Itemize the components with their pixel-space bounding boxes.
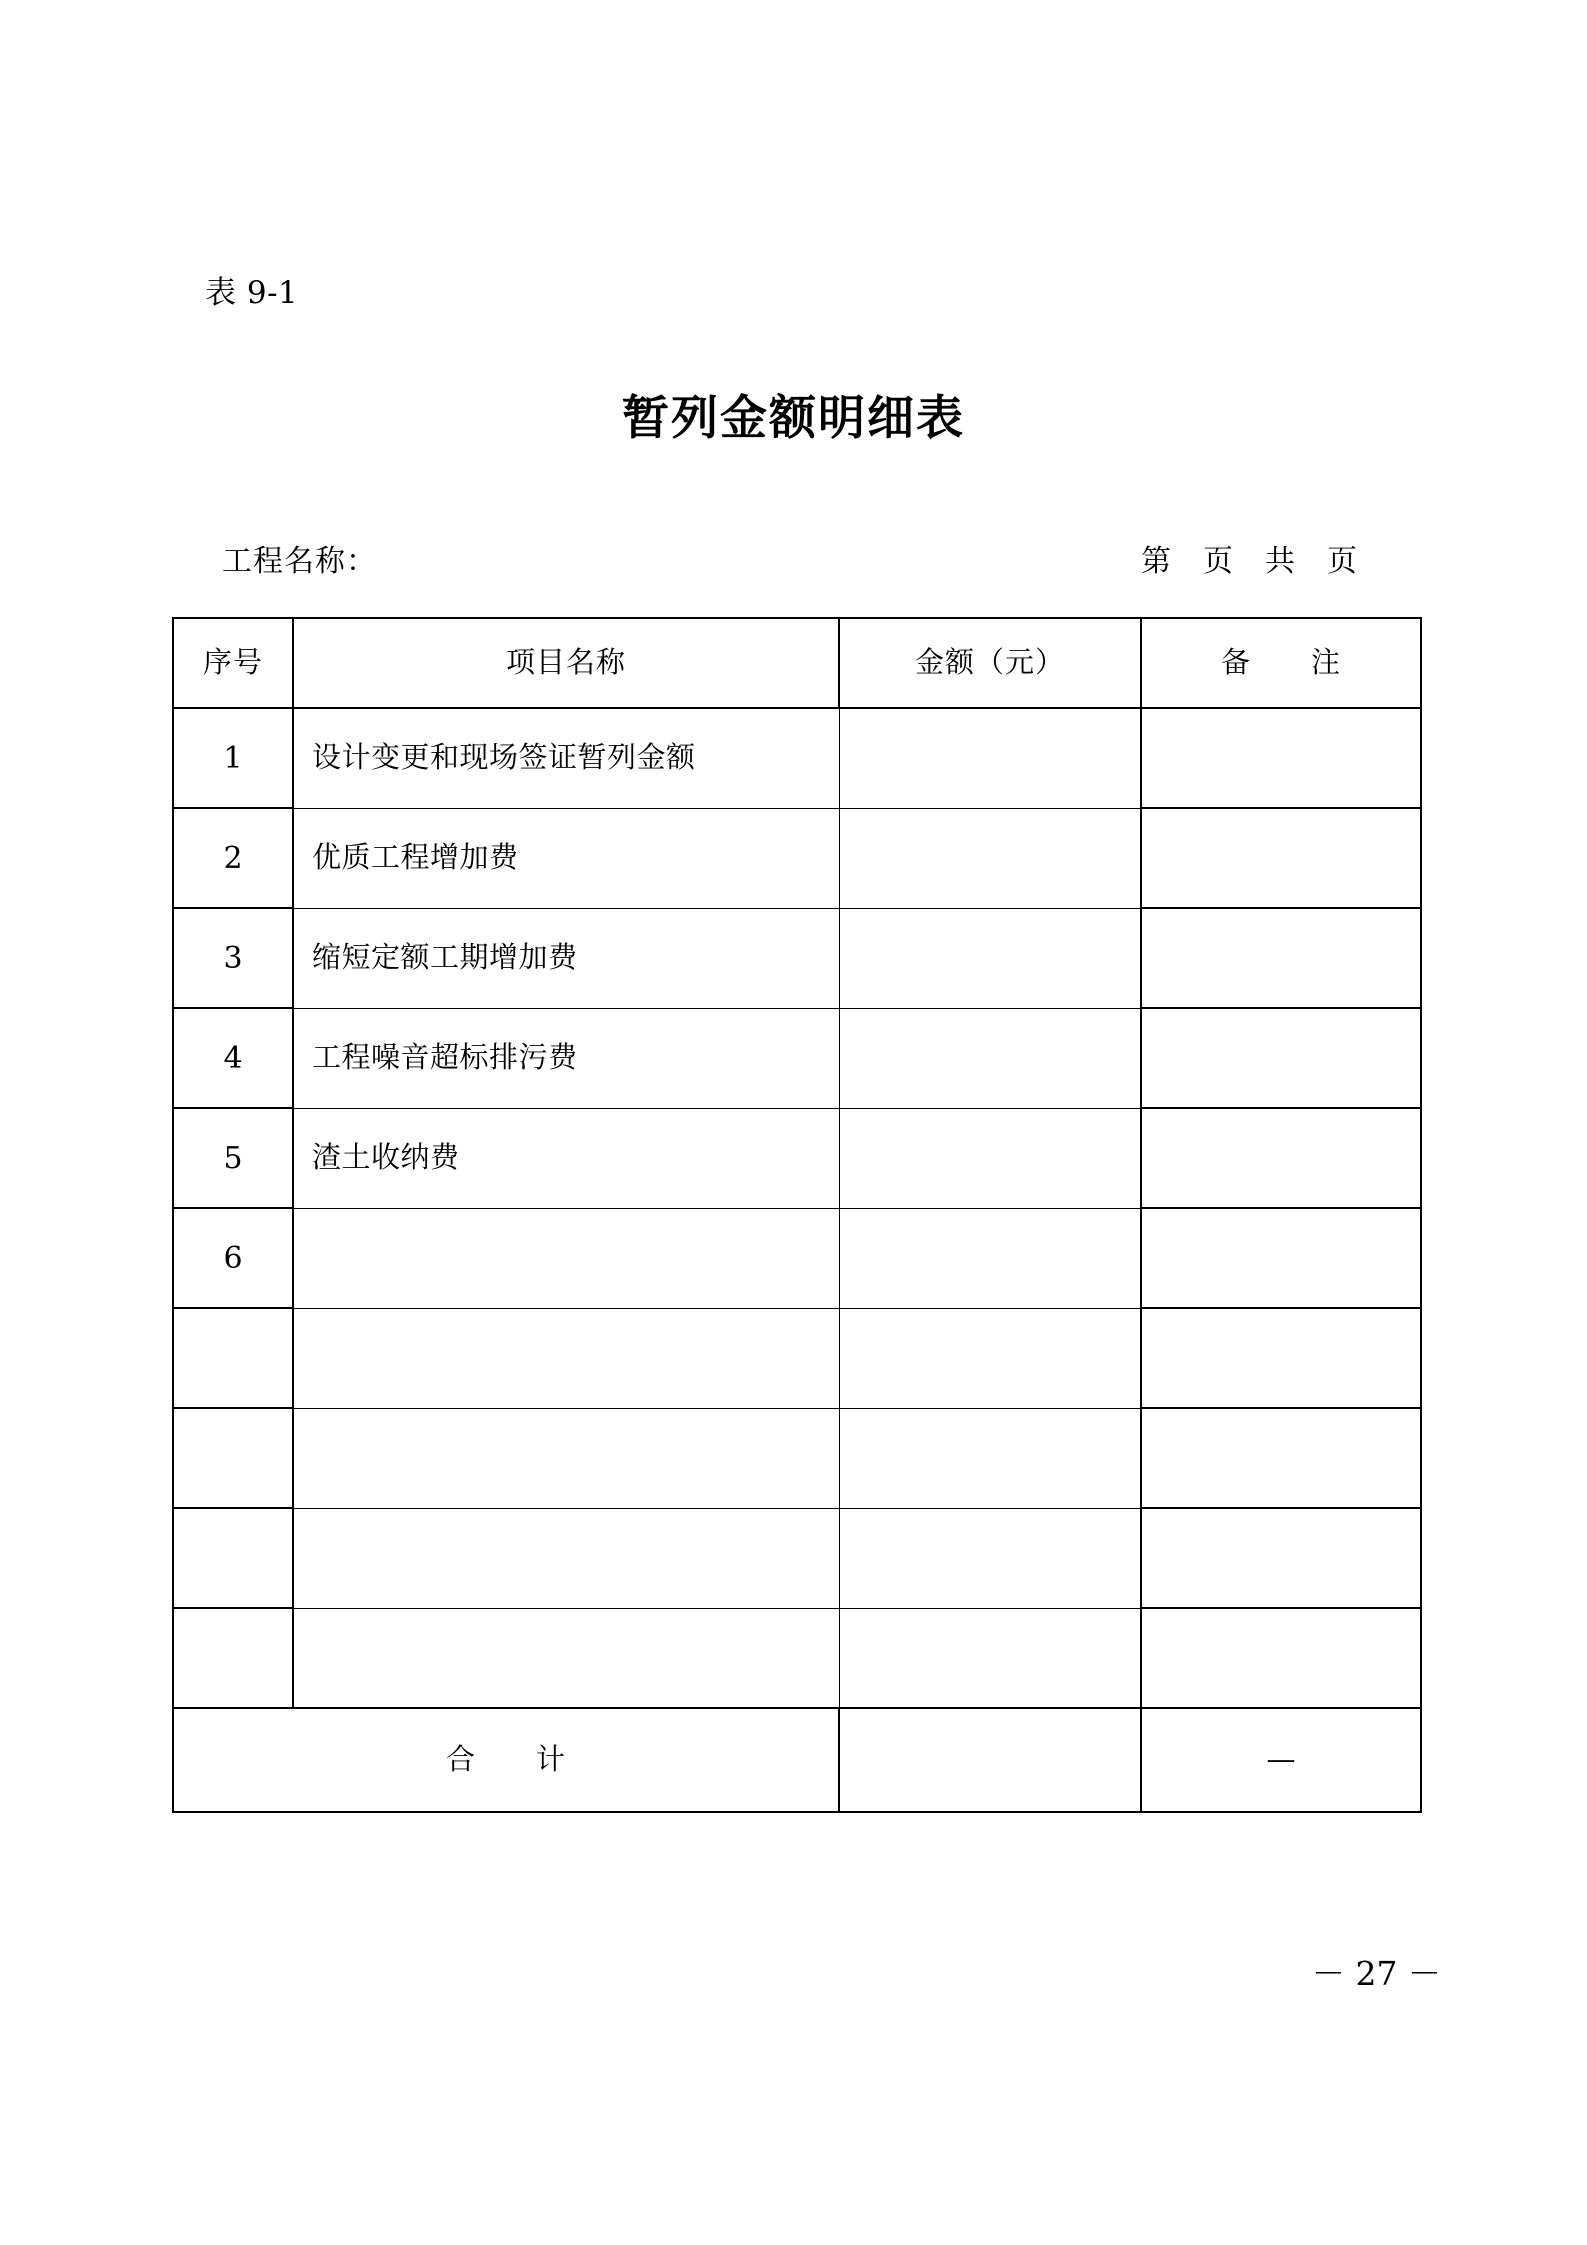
table-row	[173, 1008, 1421, 1108]
table-row	[173, 1108, 1421, 1208]
table-row	[173, 808, 1421, 908]
row-amount-cell[interactable]	[839, 1608, 1141, 1708]
table-row	[173, 908, 1421, 1008]
row-amount-cell[interactable]	[839, 1108, 1141, 1208]
row-name-cell[interactable]	[293, 1208, 839, 1308]
row-amount-cell[interactable]	[839, 708, 1141, 808]
row-remark-cell[interactable]	[1141, 1608, 1421, 1708]
row-amount-cell[interactable]	[839, 1508, 1141, 1608]
row-amount-cell[interactable]	[839, 1308, 1141, 1408]
row-index-cell[interactable]: 3	[173, 908, 293, 1008]
meta-row	[172, 538, 1420, 586]
project-name-label: 工程名称：	[222, 544, 377, 579]
row-amount-cell[interactable]	[839, 908, 1141, 1008]
provisional-sum-table	[172, 617, 1422, 1813]
row-name-cell[interactable]	[293, 1508, 839, 1608]
row-index-cell[interactable]: 5	[173, 1108, 293, 1208]
total-label-cell: 合 计	[173, 1708, 839, 1812]
column-header-remark: 备 注	[1141, 618, 1421, 708]
row-amount-cell[interactable]	[839, 1408, 1141, 1508]
row-remark-cell[interactable]	[1141, 1008, 1421, 1108]
table-row	[173, 1208, 1421, 1308]
page-counter-label: 第 页 共 页	[1141, 544, 1358, 579]
row-name-cell[interactable]	[293, 1608, 839, 1708]
table-row	[173, 708, 1421, 808]
row-index-cell[interactable]	[173, 1408, 293, 1508]
table-header-row	[173, 618, 1421, 708]
row-name-cell[interactable]: 缩短定额工期增加费	[293, 908, 839, 1008]
row-amount-cell[interactable]	[839, 1208, 1141, 1308]
total-remark-cell: —	[1141, 1708, 1421, 1812]
row-remark-cell[interactable]	[1141, 908, 1421, 1008]
row-remark-cell[interactable]	[1141, 808, 1421, 908]
column-header-index: 序号	[173, 618, 293, 708]
column-header-name: 项目名称	[293, 618, 839, 708]
total-amount-cell[interactable]	[839, 1708, 1141, 1812]
row-remark-cell[interactable]	[1141, 1508, 1421, 1608]
row-index-cell[interactable]	[173, 1308, 293, 1408]
table-total-row	[173, 1708, 1421, 1812]
page-number-label: － 27 －	[1312, 1954, 1441, 1993]
row-amount-cell[interactable]	[839, 808, 1141, 908]
row-index-cell[interactable]	[173, 1608, 293, 1708]
row-remark-cell[interactable]	[1141, 1408, 1421, 1508]
column-header-amount: 金额（元）	[839, 618, 1141, 708]
row-remark-cell[interactable]	[1141, 1108, 1421, 1208]
row-name-cell[interactable]	[293, 1308, 839, 1408]
row-name-cell[interactable]	[293, 1408, 839, 1508]
row-index-cell[interactable]: 2	[173, 808, 293, 908]
table-row	[173, 1308, 1421, 1408]
row-index-cell[interactable]	[173, 1508, 293, 1608]
row-name-cell[interactable]: 优质工程增加费	[293, 808, 839, 908]
table-row	[173, 1608, 1421, 1708]
row-remark-cell[interactable]	[1141, 708, 1421, 808]
row-name-cell[interactable]: 渣土收纳费	[293, 1108, 839, 1208]
form-id-label: 表 9-1	[205, 275, 299, 311]
row-name-cell[interactable]: 工程噪音超标排污费	[293, 1008, 839, 1108]
table-row	[173, 1508, 1421, 1608]
row-index-cell[interactable]: 6	[173, 1208, 293, 1308]
row-remark-cell[interactable]	[1141, 1308, 1421, 1408]
row-amount-cell[interactable]	[839, 1008, 1141, 1108]
row-name-cell[interactable]: 设计变更和现场签证暂列金额	[293, 708, 839, 808]
row-remark-cell[interactable]	[1141, 1208, 1421, 1308]
table-row	[173, 1408, 1421, 1508]
page-title: 暂列金额明细表	[622, 391, 965, 446]
row-index-cell[interactable]: 4	[173, 1008, 293, 1108]
row-index-cell[interactable]: 1	[173, 708, 293, 808]
